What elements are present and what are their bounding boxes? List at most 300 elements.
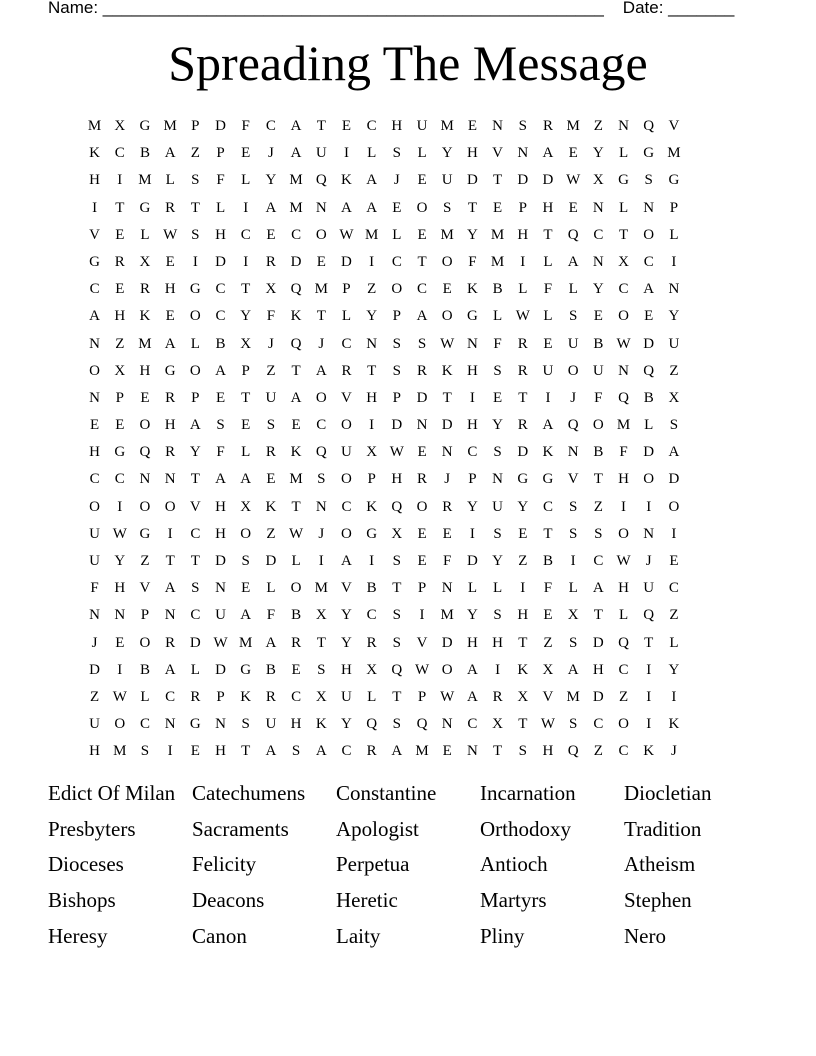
grid-letter: Y <box>341 607 352 624</box>
grid-letter: Y <box>592 145 604 162</box>
word-list-item: Sacraments <box>192 816 289 841</box>
grid-letter: S <box>392 145 402 162</box>
grid-letter: A <box>240 607 252 624</box>
name-blank: _____________________________________________________ <box>102 0 604 17</box>
grid-letter: X <box>668 389 680 406</box>
grid-row <box>82 113 733 140</box>
grid-letter: G <box>139 118 151 134</box>
grid-letter: E <box>392 199 402 216</box>
grid-letter: I <box>369 553 375 569</box>
grid-letter: C <box>165 688 176 705</box>
grid-letter: S <box>518 118 527 134</box>
grid-letter: Z <box>593 743 603 760</box>
grid-letter: K <box>240 688 252 705</box>
grid-letter: I <box>117 661 123 678</box>
grid-row <box>82 195 733 222</box>
grid-letter: J <box>267 335 274 352</box>
grid-letter: O <box>114 716 126 733</box>
grid-letter: C <box>593 226 604 243</box>
grid-letter: E <box>442 525 452 542</box>
grid-letter: L <box>241 444 251 461</box>
grid-letter: P <box>191 118 200 134</box>
grid-letter: U <box>341 688 352 705</box>
grid-letter: U <box>592 362 604 379</box>
grid-letter: D <box>290 253 302 270</box>
grid-letter: J <box>570 389 577 406</box>
grid-letter: D <box>189 634 201 651</box>
grid-letter: A <box>542 145 554 162</box>
grid-letter: G <box>466 308 478 325</box>
grid-letter: T <box>518 634 528 651</box>
grid-letter: O <box>189 308 201 325</box>
grid-letter: I <box>520 253 526 270</box>
grid-row <box>82 303 733 330</box>
grid-letter: R <box>165 389 176 406</box>
grid-letter: G <box>517 471 529 488</box>
grid-letter: N <box>416 417 428 434</box>
grid-letter: H <box>215 498 226 515</box>
grid-letter: N <box>441 580 453 597</box>
grid-letter: E <box>241 145 251 162</box>
grid-letter: O <box>391 281 403 298</box>
word-list-item: Orthodoxy <box>480 816 571 841</box>
grid-letter: I <box>167 743 173 760</box>
grid-letter: E <box>493 199 503 216</box>
grid-letter: A <box>315 743 327 760</box>
grid-letter: L <box>291 553 301 569</box>
grid-letter: S <box>140 743 150 760</box>
word-list-item: Atheism <box>624 852 696 877</box>
grid-letter: G <box>542 471 554 488</box>
grid-letter: B <box>593 335 604 352</box>
grid-letter: R <box>265 444 276 461</box>
grid-letter: B <box>265 661 276 678</box>
grid-letter: P <box>669 199 679 216</box>
grid-letter: T <box>442 389 452 406</box>
grid-letter: C <box>114 145 125 162</box>
grid-letter: E <box>568 145 578 162</box>
grid-letter: N <box>164 471 176 488</box>
grid-letter: C <box>668 580 679 597</box>
grid-letter: S <box>417 335 427 352</box>
grid-letter: V <box>341 580 352 597</box>
grid-row <box>82 167 733 194</box>
grid-letter: F <box>90 580 99 597</box>
grid-letter: F <box>216 444 225 461</box>
grid-letter: O <box>643 471 655 488</box>
grid-letter: P <box>417 580 427 597</box>
grid-letter: L <box>392 226 402 243</box>
grid-letter: N <box>567 444 579 461</box>
grid-letter: W <box>339 226 354 243</box>
grid-letter: I <box>192 253 198 270</box>
grid-letter: W <box>515 308 530 325</box>
grid-letter: S <box>191 172 200 189</box>
grid-letter: C <box>593 553 604 569</box>
grid-letter: S <box>392 716 402 733</box>
grid-letter: Q <box>139 444 151 461</box>
word-list <box>48 776 768 954</box>
grid-letter: Y <box>240 308 252 325</box>
grid-letter: X <box>618 253 629 270</box>
grid-letter: C <box>291 226 302 243</box>
grid-letter: I <box>318 553 324 569</box>
word-list-item: Martyrs <box>480 888 547 913</box>
grid-letter: A <box>366 172 378 189</box>
word-list-item: Heresy <box>48 923 108 948</box>
grid-letter: E <box>543 607 553 624</box>
grid-letter: Z <box>593 498 603 515</box>
grid-letter: W <box>616 553 631 569</box>
grid-letter: H <box>466 634 478 651</box>
grid-letter: F <box>241 118 250 134</box>
grid-letter: L <box>493 308 503 325</box>
grid-letter: U <box>315 145 327 162</box>
grid-letter: X <box>492 716 504 733</box>
grid-letter: A <box>189 417 201 434</box>
grid-letter: T <box>518 716 528 733</box>
grid-letter: T <box>316 634 326 651</box>
grid-letter: E <box>190 743 200 760</box>
word-list-item: Catechumens <box>192 781 306 805</box>
grid-letter: L <box>367 145 377 162</box>
grid-letter: T <box>392 688 402 705</box>
grid-letter: N <box>643 199 655 216</box>
grid-letter: E <box>115 417 125 434</box>
grid-letter: D <box>416 389 428 406</box>
grid-letter: X <box>592 172 604 189</box>
word-list-item: Edict Of Milan <box>48 781 176 805</box>
grid-letter: M <box>138 335 152 352</box>
grid-letter: F <box>266 607 276 624</box>
grid-letter: M <box>566 688 580 705</box>
grid-letter: H <box>466 417 478 434</box>
grid-letter: E <box>593 308 603 325</box>
grid-letter: Z <box>518 553 528 569</box>
grid-letter: D <box>643 335 655 352</box>
grid-letter: T <box>291 498 301 515</box>
grid-letter: O <box>643 226 655 243</box>
grid-letter: G <box>139 199 151 216</box>
grid-letter: V <box>139 580 151 597</box>
grid-letter: I <box>117 498 123 515</box>
grid-letter: H <box>164 417 176 434</box>
grid-letter: A <box>643 281 655 298</box>
grid-letter: F <box>594 389 603 406</box>
grid-letter: G <box>139 525 151 542</box>
grid-letter: L <box>568 580 578 597</box>
grid-letter: H <box>517 607 529 624</box>
grid-letter: F <box>619 444 628 461</box>
grid-letter: Q <box>567 417 579 434</box>
grid-letter: I <box>520 580 526 597</box>
grid-letter: K <box>542 444 554 461</box>
grid-letter: D <box>517 444 529 461</box>
grid-letter: E <box>266 471 276 488</box>
grid-letter: C <box>593 716 604 733</box>
grid-letter: M <box>163 118 177 134</box>
grid-letter: C <box>291 688 302 705</box>
grid-letter: C <box>366 118 377 134</box>
grid-letter: A <box>164 145 176 162</box>
grid-letter: M <box>490 226 505 243</box>
grid-letter: R <box>517 335 528 352</box>
grid-letter: B <box>139 661 150 678</box>
grid-letter: C <box>190 607 201 624</box>
grid-letter: O <box>139 634 151 651</box>
grid-letter: Q <box>567 743 579 760</box>
grid-letter: N <box>466 335 478 352</box>
grid-letter: W <box>440 335 455 352</box>
grid-letter: P <box>241 362 250 379</box>
grid-letter: H <box>164 281 176 298</box>
grid-row <box>82 602 733 629</box>
grid-letter: A <box>315 362 327 379</box>
grid-letter: H <box>341 661 352 678</box>
grid-letter: S <box>568 498 578 515</box>
letter-grid <box>82 113 733 766</box>
grid-letter: T <box>518 389 528 406</box>
grid-letter: Y <box>492 553 504 569</box>
grid-letter: N <box>441 444 453 461</box>
grid-letter: H <box>215 743 226 760</box>
grid-letter: S <box>392 634 402 651</box>
grid-letter: J <box>670 743 677 760</box>
grid-letter: G <box>89 253 101 270</box>
grid-letter: Y <box>466 498 478 515</box>
grid-row <box>82 711 733 738</box>
grid-letter: N <box>592 199 604 216</box>
grid-letter: K <box>290 308 302 325</box>
grid-letter: B <box>492 281 503 298</box>
grid-letter: D <box>215 553 226 569</box>
grid-letter: S <box>191 580 200 597</box>
grid-letter: C <box>341 498 352 515</box>
grid-letter: X <box>366 661 378 678</box>
grid-letter: C <box>215 281 226 298</box>
grid-letter: E <box>417 525 427 542</box>
grid-letter: E <box>241 580 251 597</box>
grid-letter: M <box>289 471 303 488</box>
grid-letter: H <box>542 199 554 216</box>
grid-letter: V <box>89 226 101 243</box>
grid-letter: Z <box>367 281 377 298</box>
grid-letter: O <box>341 471 352 488</box>
grid-letter: M <box>440 226 454 243</box>
grid-letter: P <box>518 199 527 216</box>
grid-letter: H <box>215 525 226 542</box>
grid-letter: L <box>266 580 276 597</box>
grid-letter: D <box>643 444 655 461</box>
grid-letter: S <box>392 553 402 569</box>
grid-letter: S <box>594 525 603 542</box>
grid-letter: S <box>518 743 527 760</box>
grid-letter: C <box>139 716 150 733</box>
grid-letter: E <box>417 226 427 243</box>
grid-letter: S <box>241 553 250 569</box>
grid-letter: R <box>165 444 176 461</box>
grid-letter: P <box>216 145 225 162</box>
grid-letter: I <box>243 199 249 216</box>
grid-letter: D <box>668 471 680 488</box>
grid-letter: Z <box>669 362 679 379</box>
grid-letter: A <box>89 308 101 325</box>
grid-letter: A <box>567 253 579 270</box>
grid-letter: A <box>265 743 277 760</box>
grid-letter: T <box>367 362 377 379</box>
grid-letter: X <box>240 335 252 352</box>
grid-letter: E <box>215 389 226 406</box>
grid-letter: M <box>239 634 253 651</box>
grid-letter: D <box>215 253 226 270</box>
grid-letter: Q <box>391 498 403 515</box>
grid-letter: N <box>366 335 378 352</box>
grid-letter: C <box>89 281 100 298</box>
grid-row <box>82 358 733 385</box>
word-list-item: Dioceses <box>48 852 124 877</box>
grid-letter: N <box>114 607 126 624</box>
grid-letter: R <box>265 253 276 270</box>
grid-letter: H <box>89 743 101 760</box>
grid-letter: R <box>139 281 150 298</box>
grid-letter: O <box>416 498 428 515</box>
grid-letter: Z <box>543 634 553 651</box>
grid-letter: O <box>618 308 629 325</box>
grid-letter: A <box>592 580 604 597</box>
grid-letter: V <box>492 145 504 162</box>
grid-letter: O <box>240 525 252 542</box>
grid-row <box>82 331 733 358</box>
grid-letter: J <box>318 525 325 542</box>
grid-letter: S <box>266 417 276 434</box>
grid-letter: N <box>592 253 604 270</box>
grid-letter: U <box>341 444 352 461</box>
word-list-item: Constantine <box>336 781 437 805</box>
grid-letter: T <box>241 389 251 406</box>
grid-letter: X <box>567 607 579 624</box>
word-list-item: Bishops <box>48 888 116 913</box>
grid-letter: G <box>643 145 655 162</box>
grid-letter: L <box>618 199 629 216</box>
grid-letter: N <box>89 335 101 352</box>
grid-letter: D <box>466 172 478 189</box>
grid-letter: K <box>139 308 151 325</box>
grid-letter: R <box>190 688 201 705</box>
grid-letter: S <box>291 743 301 760</box>
grid-letter: O <box>441 308 453 325</box>
grid-letter: H <box>89 172 101 189</box>
grid-letter: J <box>645 553 652 569</box>
grid-letter: D <box>441 417 453 434</box>
grid-letter: C <box>417 281 428 298</box>
grid-letter: B <box>291 607 302 624</box>
word-list-item: Incarnation <box>480 781 576 805</box>
grid-letter: H <box>517 226 529 243</box>
grid-letter: O <box>290 580 302 597</box>
grid-letter: H <box>492 634 504 651</box>
grid-letter: C <box>215 308 226 325</box>
grid-letter: M <box>566 118 580 134</box>
grid-letter: X <box>366 444 378 461</box>
grid-letter: R <box>291 634 302 651</box>
grid-letter: E <box>266 226 276 243</box>
grid-letter: E <box>115 281 125 298</box>
grid-letter: E <box>241 417 251 434</box>
grid-letter: Z <box>593 118 603 134</box>
grid-row <box>82 412 733 439</box>
grid-letter: P <box>115 389 124 406</box>
grid-letter: R <box>442 498 453 515</box>
grid-letter: M <box>289 199 303 216</box>
grid-letter: I <box>419 607 425 624</box>
grid-letter: G <box>189 716 201 733</box>
grid-letter: N <box>89 389 101 406</box>
grid-letter: Z <box>190 145 200 162</box>
grid-letter: R <box>517 362 528 379</box>
grid-letter: Z <box>90 688 100 705</box>
grid-letter: A <box>164 335 176 352</box>
grid-letter: R <box>417 471 428 488</box>
grid-letter: H <box>391 118 403 134</box>
grid-letter: R <box>417 362 428 379</box>
grid-letter: E <box>644 308 654 325</box>
grid-letter: L <box>669 634 679 651</box>
grid-letter: X <box>391 525 403 542</box>
grid-letter: I <box>621 498 627 515</box>
word-list-item: Felicity <box>192 852 257 877</box>
grid-letter: N <box>618 118 629 134</box>
grid-letter: U <box>416 118 428 134</box>
grid-letter: Z <box>115 335 125 352</box>
grid-letter: B <box>542 553 553 569</box>
grid-letter: T <box>241 743 251 760</box>
grid-letter: M <box>138 172 152 189</box>
grid-letter: S <box>669 417 679 434</box>
grid-letter: G <box>366 525 378 542</box>
grid-letter: W <box>389 444 404 461</box>
grid-letter: J <box>267 145 274 162</box>
grid-letter: O <box>89 498 101 515</box>
word-list-item: Laity <box>336 923 381 948</box>
grid-letter: R <box>114 253 125 270</box>
grid-letter: J <box>393 172 400 189</box>
grid-letter: E <box>165 308 175 325</box>
grid-letter: A <box>215 362 226 379</box>
grid-letter: M <box>364 226 379 243</box>
grid-letter: C <box>542 498 553 515</box>
grid-letter: N <box>517 145 529 162</box>
grid-row <box>82 439 733 466</box>
grid-letter: R <box>517 417 528 434</box>
grid-letter: S <box>644 172 653 189</box>
grid-letter: E <box>467 118 477 134</box>
grid-letter: X <box>240 498 252 515</box>
grid-letter: M <box>490 253 505 270</box>
grid-letter: K <box>517 661 529 678</box>
grid-letter: C <box>391 253 402 270</box>
grid-letter: Q <box>315 444 327 461</box>
name-label: Name: <box>48 0 103 17</box>
grid-letter: E <box>442 743 452 760</box>
grid-letter: N <box>618 362 629 379</box>
grid-letter: Z <box>618 688 629 705</box>
grid-letter: C <box>341 743 352 760</box>
grid-letter: I <box>671 253 677 270</box>
grid-letter: M <box>667 145 681 162</box>
grid-letter: K <box>265 498 277 515</box>
grid-letter: T <box>190 199 200 216</box>
grid-letter: X <box>315 688 327 705</box>
